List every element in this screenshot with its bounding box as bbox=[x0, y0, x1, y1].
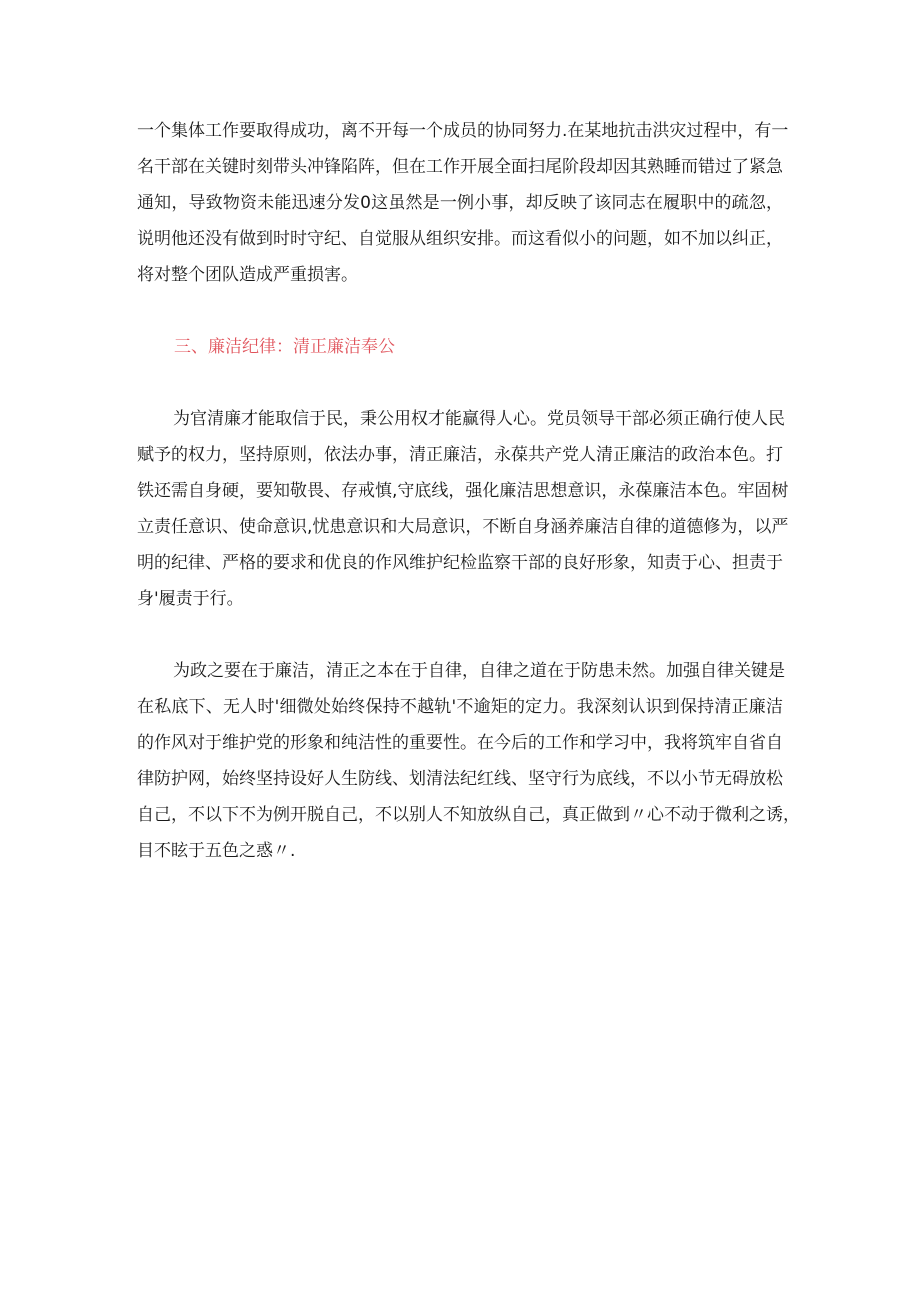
document-body bbox=[137, 113, 800, 869]
paragraph-spacer bbox=[137, 365, 783, 401]
paragraph-line: 为政之要在于廉洁，清正之本在于自律，自律之道在于防患未然。加强自律关键是 bbox=[173, 661, 785, 681]
paragraph-line: 铁还需自身硬，要知敬畏、存戒慎,守底线，强化廉洁思想意识，永葆廉洁本色。牢固树 bbox=[137, 481, 789, 501]
paragraph-line: 身'履责于行。 bbox=[137, 589, 244, 609]
paragraph-line: 的作风对于维护党的形象和纯洁性的重要性。在今后的工作和学习中，我将筑牢自省自 bbox=[137, 733, 783, 753]
paragraph-self-discipline bbox=[137, 653, 800, 869]
paragraph-line: 说明他还没有做到时时守纪、自觉服从组织安排。而这看似小的问题，如不加以纠正， bbox=[137, 229, 783, 249]
paragraph-line: 在私底下、无人时'细微处始终保持不越轨'不逾矩的定力。我深刻认识到保持清正廉洁 bbox=[137, 697, 783, 717]
paragraph-line: 立责任意识、使命意识,忧患意识和大局意识，不断自身涵养廉洁自律的道德修为，以严 bbox=[137, 517, 789, 537]
paragraph-flood-example bbox=[137, 113, 789, 293]
section-heading: 三、廉洁纪律：清正廉洁奉公 bbox=[174, 337, 395, 357]
paragraph-line: 名干部在关键时刻带头冲锋陷阵，但在工作开展全面扫尾阶段却因其熟睡而错过了紧急 bbox=[137, 157, 783, 177]
paragraph-line: 一个集体工作要取得成功，离不开每一个成员的协同努力.在某地抗击洪灾过程中，有一 bbox=[137, 121, 789, 141]
paragraph-spacer bbox=[137, 293, 783, 329]
paragraph-line: 为官清廉才能取信于民，秉公用权才能赢得人心。党员领导干部必须正确行使人民 bbox=[173, 409, 785, 429]
paragraph-integrity bbox=[137, 401, 789, 617]
paragraph-spacer bbox=[137, 617, 783, 653]
paragraph-line: 明的纪律、严格的要求和优良的作风维护纪检监察干部的良好形象，知责于心、担责于 bbox=[137, 553, 783, 573]
paragraph-line: 律防护网，始终坚持设好人生防线、划清法纪红线、坚守行为底线，不以小节无碍放松 bbox=[137, 769, 783, 789]
paragraph-line: 通知，导致物资未能迅速分发0这虽然是一例小事，却反映了该同志在履职中的疏忽， bbox=[137, 193, 783, 213]
paragraph-line: 赋予的权力，坚持原则，依法办事，清正廉洁，永葆共产党人清正廉洁的政治本色。打 bbox=[137, 445, 783, 465]
paragraph-line: 将对整个团队造成严重损害。 bbox=[137, 265, 358, 285]
paragraph-line: 自己，不以下不为例开脱自己，不以别人不知放纵自己，真正做到〃心不动于微利之诱， bbox=[137, 805, 800, 825]
paragraph-line: 目不眩于五色之惑〃. bbox=[137, 841, 296, 861]
